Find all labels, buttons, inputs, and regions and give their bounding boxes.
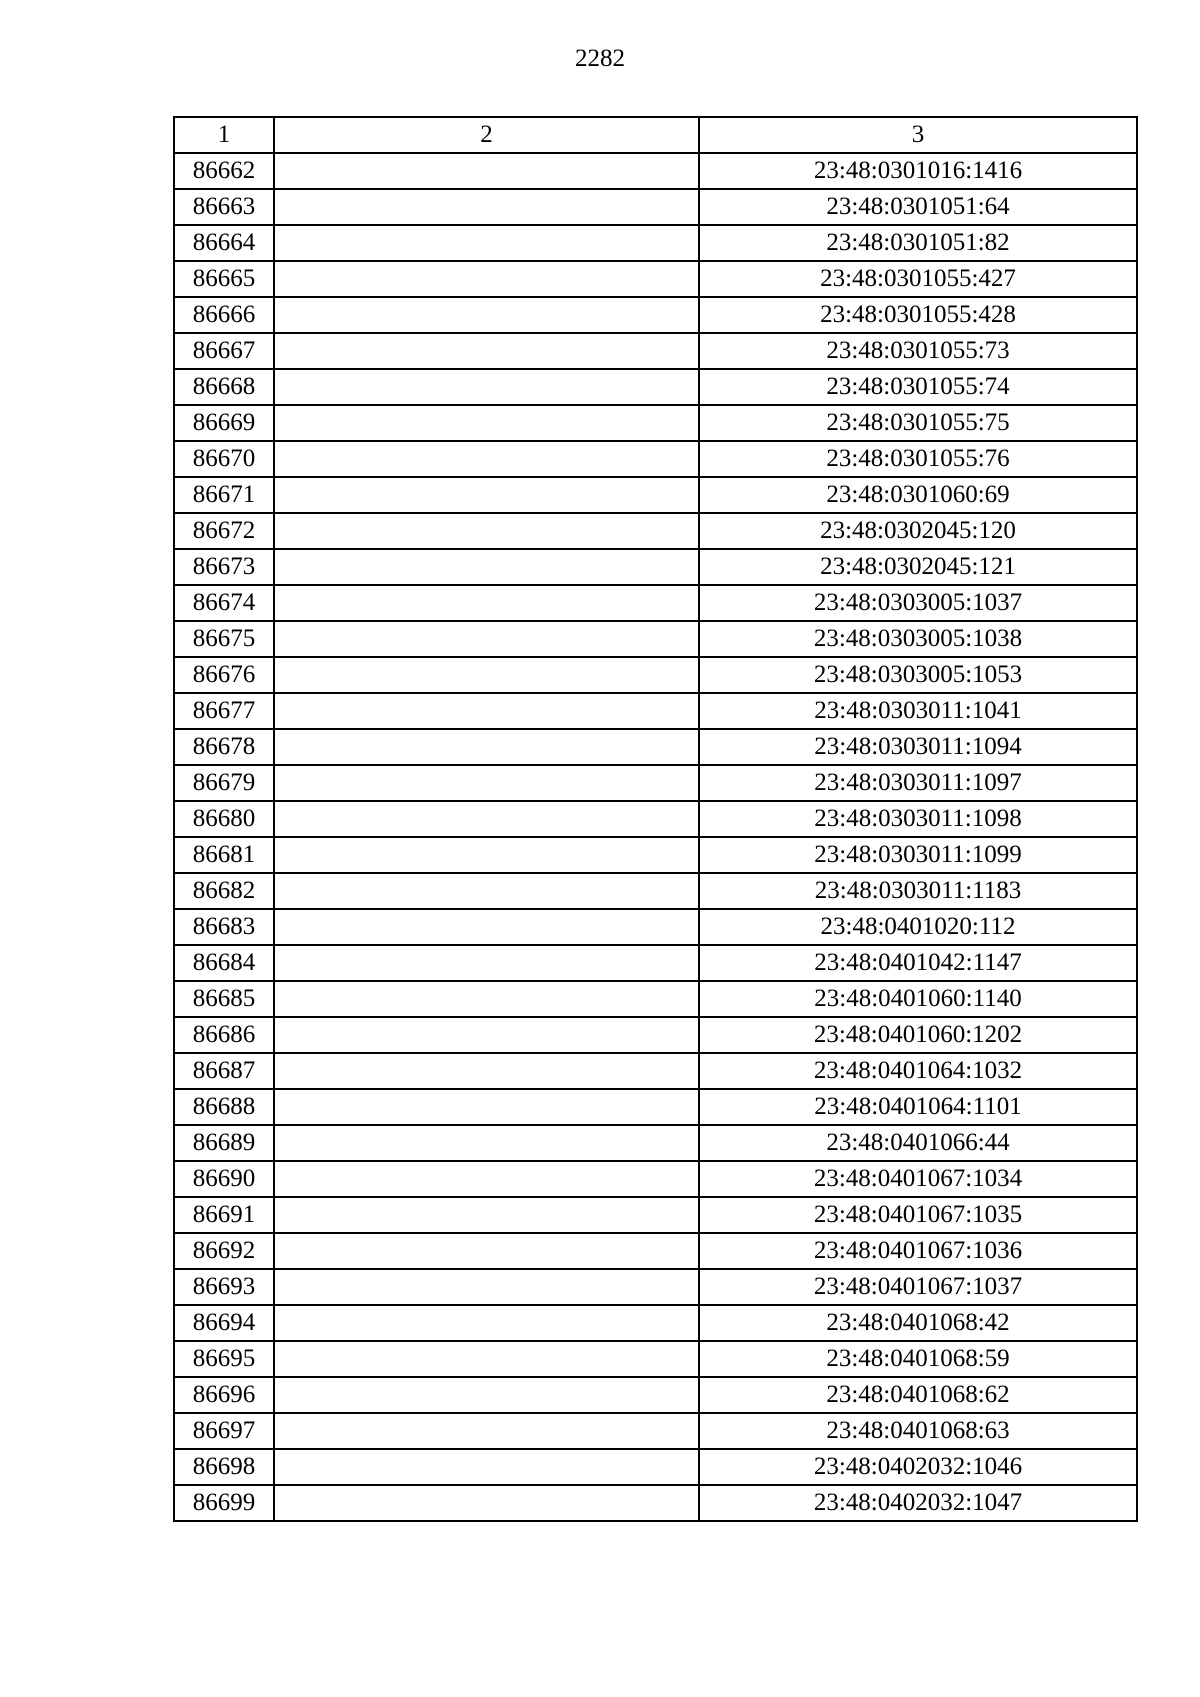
table-row	[174, 1233, 1137, 1269]
table-row	[174, 261, 1137, 297]
description-cell	[274, 513, 699, 549]
description-cell	[274, 297, 699, 333]
row-number-cell: 86666	[174, 297, 274, 333]
row-number-cell: 86675	[174, 621, 274, 657]
table-row	[174, 297, 1137, 333]
row-number-cell: 86682	[174, 873, 274, 909]
row-number-cell: 86683	[174, 909, 274, 945]
row-number-cell: 86674	[174, 585, 274, 621]
cadastral-number-cell: 23:48:0402032:1047	[699, 1485, 1137, 1521]
row-number-cell: 86672	[174, 513, 274, 549]
row-number-cell: 86668	[174, 369, 274, 405]
cadastral-number-cell: 23:48:0401068:59	[699, 1341, 1137, 1377]
cadastral-number-cell: 23:48:0401068:63	[699, 1413, 1137, 1449]
cadastral-number-cell: 23:48:0302045:121	[699, 549, 1137, 585]
table-row	[174, 1341, 1137, 1377]
description-cell	[274, 441, 699, 477]
description-cell	[274, 801, 699, 837]
description-cell	[274, 1089, 699, 1125]
description-cell	[274, 261, 699, 297]
cadastral-number-cell: 23:48:0303005:1038	[699, 621, 1137, 657]
description-cell	[274, 1413, 699, 1449]
row-number-cell: 86677	[174, 693, 274, 729]
row-number-cell: 86662	[174, 153, 274, 189]
cadastral-number-cell: 23:48:0301055:76	[699, 441, 1137, 477]
cadastral-number-cell: 23:48:0301055:73	[699, 333, 1137, 369]
row-number-cell: 86686	[174, 1017, 274, 1053]
row-number-cell: 86667	[174, 333, 274, 369]
row-number-cell: 86692	[174, 1233, 274, 1269]
table-row	[174, 333, 1137, 369]
table-row	[174, 1413, 1137, 1449]
row-number-cell: 86663	[174, 189, 274, 225]
cadastral-number-cell: 23:48:0401020:112	[699, 909, 1137, 945]
row-number-cell: 86670	[174, 441, 274, 477]
row-number-cell: 86679	[174, 765, 274, 801]
description-cell	[274, 693, 699, 729]
description-cell	[274, 1269, 699, 1305]
cadastral-number-cell: 23:48:0401060:1140	[699, 981, 1137, 1017]
description-cell	[274, 1341, 699, 1377]
row-number-cell: 86691	[174, 1197, 274, 1233]
header-col-3: 3	[699, 117, 1137, 153]
description-cell	[274, 1233, 699, 1269]
table-row	[174, 549, 1137, 585]
cadastral-number-cell: 23:48:0401067:1034	[699, 1161, 1137, 1197]
cadastral-number-cell: 23:48:0303011:1099	[699, 837, 1137, 873]
description-cell	[274, 477, 699, 513]
cadastral-number-cell: 23:48:0401068:62	[699, 1377, 1137, 1413]
table-row	[174, 837, 1137, 873]
description-cell	[274, 153, 699, 189]
table-row	[174, 1269, 1137, 1305]
description-cell	[274, 1017, 699, 1053]
cadastral-number-cell: 23:48:0401067:1035	[699, 1197, 1137, 1233]
cadastral-number-cell: 23:48:0301051:82	[699, 225, 1137, 261]
cadastral-number-cell: 23:48:0301055:428	[699, 297, 1137, 333]
description-cell	[274, 189, 699, 225]
cadastral-number-cell: 23:48:0401067:1036	[699, 1233, 1137, 1269]
cadastral-number-cell: 23:48:0301016:1416	[699, 153, 1137, 189]
cadastral-number-cell: 23:48:0401064:1101	[699, 1089, 1137, 1125]
description-cell	[274, 837, 699, 873]
table-row	[174, 1197, 1137, 1233]
description-cell	[274, 1161, 699, 1197]
table-row	[174, 1449, 1137, 1485]
row-number-cell: 86685	[174, 981, 274, 1017]
header-col-1: 1	[174, 117, 274, 153]
description-cell	[274, 621, 699, 657]
cadastral-number-cell: 23:48:0401068:42	[699, 1305, 1137, 1341]
row-number-cell: 86694	[174, 1305, 274, 1341]
header-row	[174, 117, 1137, 153]
description-cell	[274, 1485, 699, 1521]
description-cell	[274, 333, 699, 369]
cadastral-number-cell: 23:48:0303011:1097	[699, 765, 1137, 801]
table-row	[174, 585, 1137, 621]
row-number-cell: 86699	[174, 1485, 274, 1521]
table-row	[174, 513, 1137, 549]
table-row	[174, 729, 1137, 765]
cadastral-number-cell: 23:48:0301055:75	[699, 405, 1137, 441]
register-table	[173, 116, 1138, 1522]
cadastral-number-cell: 23:48:0301055:74	[699, 369, 1137, 405]
row-number-cell: 86693	[174, 1269, 274, 1305]
description-cell	[274, 1449, 699, 1485]
table-row	[174, 1305, 1137, 1341]
row-number-cell: 86664	[174, 225, 274, 261]
table-row	[174, 1053, 1137, 1089]
table-row	[174, 1377, 1137, 1413]
table-body	[174, 153, 1137, 1521]
cadastral-number-cell: 23:48:0302045:120	[699, 513, 1137, 549]
row-number-cell: 86671	[174, 477, 274, 513]
table-row	[174, 873, 1137, 909]
cadastral-number-cell: 23:48:0401066:44	[699, 1125, 1137, 1161]
table-row	[174, 225, 1137, 261]
cadastral-number-cell: 23:48:0303005:1037	[699, 585, 1137, 621]
description-cell	[274, 981, 699, 1017]
description-cell	[274, 549, 699, 585]
row-number-cell: 86697	[174, 1413, 274, 1449]
cadastral-number-cell: 23:48:0303011:1183	[699, 873, 1137, 909]
row-number-cell: 86698	[174, 1449, 274, 1485]
table-header	[174, 117, 1137, 153]
description-cell	[274, 657, 699, 693]
description-cell	[274, 1053, 699, 1089]
table-row	[174, 801, 1137, 837]
table-row	[174, 369, 1137, 405]
table-row	[174, 657, 1137, 693]
table-row	[174, 1017, 1137, 1053]
description-cell	[274, 1197, 699, 1233]
table-row	[174, 153, 1137, 189]
description-cell	[274, 945, 699, 981]
row-number-cell: 86688	[174, 1089, 274, 1125]
cadastral-number-cell: 23:48:0301060:69	[699, 477, 1137, 513]
table-row	[174, 189, 1137, 225]
table-row	[174, 1089, 1137, 1125]
cadastral-number-cell: 23:48:0301051:64	[699, 189, 1137, 225]
cadastral-number-cell: 23:48:0303011:1098	[699, 801, 1137, 837]
header-col-2: 2	[274, 117, 699, 153]
table-row	[174, 765, 1137, 801]
page-number: 2282	[575, 45, 625, 72]
description-cell	[274, 405, 699, 441]
cadastral-number-cell: 23:48:0402032:1046	[699, 1449, 1137, 1485]
row-number-cell: 86689	[174, 1125, 274, 1161]
cadastral-number-cell: 23:48:0303005:1053	[699, 657, 1137, 693]
description-cell	[274, 729, 699, 765]
cadastral-number-cell: 23:48:0401060:1202	[699, 1017, 1137, 1053]
table-row	[174, 945, 1137, 981]
description-cell	[274, 873, 699, 909]
table-row	[174, 477, 1137, 513]
table-row	[174, 1161, 1137, 1197]
description-cell	[274, 909, 699, 945]
table-row	[174, 405, 1137, 441]
row-number-cell: 86681	[174, 837, 274, 873]
description-cell	[274, 225, 699, 261]
row-number-cell: 86673	[174, 549, 274, 585]
table-row	[174, 909, 1137, 945]
row-number-cell: 86665	[174, 261, 274, 297]
row-number-cell: 86690	[174, 1161, 274, 1197]
row-number-cell: 86684	[174, 945, 274, 981]
row-number-cell: 86687	[174, 1053, 274, 1089]
row-number-cell: 86695	[174, 1341, 274, 1377]
table-row	[174, 1125, 1137, 1161]
table-row	[174, 981, 1137, 1017]
table-row	[174, 621, 1137, 657]
cadastral-number-cell: 23:48:0401064:1032	[699, 1053, 1137, 1089]
row-number-cell: 86669	[174, 405, 274, 441]
row-number-cell: 86676	[174, 657, 274, 693]
cadastral-number-cell: 23:48:0401067:1037	[699, 1269, 1137, 1305]
description-cell	[274, 1125, 699, 1161]
description-cell	[274, 1305, 699, 1341]
description-cell	[274, 765, 699, 801]
cadastral-number-cell: 23:48:0301055:427	[699, 261, 1137, 297]
row-number-cell: 86680	[174, 801, 274, 837]
table-row	[174, 441, 1137, 477]
row-number-cell: 86696	[174, 1377, 274, 1413]
table-row	[174, 693, 1137, 729]
table-row	[174, 1485, 1137, 1521]
cadastral-number-cell: 23:48:0401042:1147	[699, 945, 1137, 981]
description-cell	[274, 1377, 699, 1413]
description-cell	[274, 585, 699, 621]
cadastral-number-cell: 23:48:0303011:1094	[699, 729, 1137, 765]
cadastral-number-cell: 23:48:0303011:1041	[699, 693, 1137, 729]
description-cell	[274, 369, 699, 405]
row-number-cell: 86678	[174, 729, 274, 765]
